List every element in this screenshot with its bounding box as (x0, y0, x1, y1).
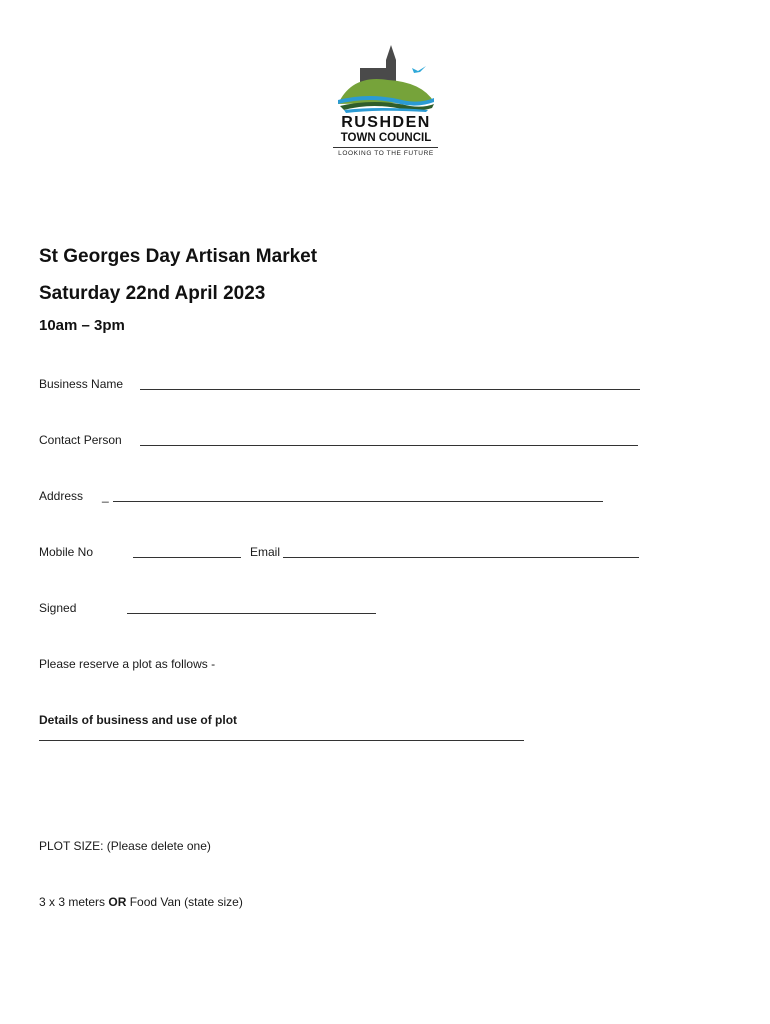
rushden-logo (330, 44, 442, 162)
address-label: Address (39, 489, 84, 503)
plot-options (39, 895, 243, 909)
signature-field[interactable] (127, 613, 376, 614)
plot-or-separator: OR (108, 895, 127, 909)
event-title: St Georges Day Artisan Market (39, 246, 318, 267)
church-hill-emblem-icon (330, 44, 442, 114)
logo-tagline: LOOKING TO THE FUTURE (338, 150, 434, 157)
address-field[interactable] (113, 501, 603, 502)
plot-option-standard[interactable]: 3 x 3 meters (39, 895, 109, 909)
reserve-instruction: Please reserve a plot as follows - (39, 657, 216, 671)
business-name-label: Business Name (39, 377, 124, 391)
contact-person-label: Contact Person (39, 433, 122, 447)
event-time: 10am – 3pm (39, 317, 125, 334)
mobile-field[interactable] (133, 557, 241, 558)
details-field[interactable] (39, 740, 524, 741)
business-name-field[interactable] (140, 389, 640, 390)
email-field[interactable] (283, 557, 639, 558)
address-prefix: _ (102, 489, 109, 503)
logo-subtitle: TOWN COUNCIL (340, 132, 432, 144)
event-date: Saturday 22nd April 2023 (39, 283, 266, 304)
contact-person-field[interactable] (140, 445, 638, 446)
logo-name: RUSHDEN (341, 114, 431, 131)
plot-option-food-van[interactable]: Food Van (state size) (126, 895, 243, 909)
details-label: Details of business and use of plot (39, 713, 238, 727)
logo-divider (333, 147, 438, 148)
email-label: Email (250, 545, 281, 559)
signed-label: Signed (39, 601, 77, 615)
plot-size-instruction: PLOT SIZE: (Please delete one) (39, 839, 211, 853)
mobile-label: Mobile No (39, 545, 94, 559)
